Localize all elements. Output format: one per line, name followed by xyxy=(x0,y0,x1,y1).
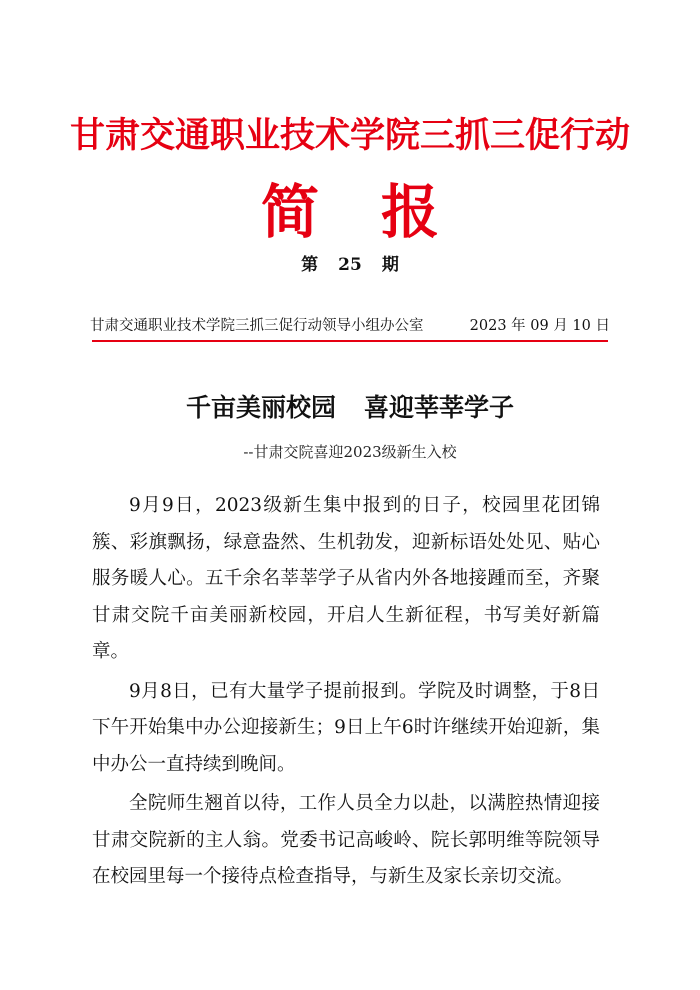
article-title xyxy=(0,388,700,424)
paragraph: 全院师生翘首以待，工作人员全力以赴，以满腔热情迎接甘肃交院新的主人翁。党委书记高峻岭、院长郭明维等院领导在校园里每一个接待点检查指导，与新生及家长亲切交流。 xyxy=(92,793,600,887)
publisher-line xyxy=(90,314,610,335)
article-subtitle: --甘肃交院喜迎2023级新生入校 xyxy=(243,443,457,461)
issue-value: 25 xyxy=(338,255,362,275)
masthead-brief xyxy=(0,165,700,249)
publish-date: 2023 年 09 月 10 日 xyxy=(469,318,610,334)
red-divider xyxy=(92,340,608,342)
issue-number xyxy=(0,250,700,275)
paragraph: 9月9日，2023级新生集中报到的日子，校园里花团锦簇、彩旗飘扬，绿意盎然、生机勃发，迎新标语处处见、贴心服务暖人心。五千余名莘莘学子从省内外各地接踵而至，齐聚甘肃交院千亩美丽新校园，开启人生新征程，书写美好新篇章。 xyxy=(92,495,600,662)
article-title-part2: 喜迎莘莘学子 xyxy=(364,393,515,422)
brief-char-bao: 报 xyxy=(381,178,440,246)
issue-prefix: 第 xyxy=(301,255,319,275)
article-title-part1: 千亩美丽校园 xyxy=(185,393,336,422)
paragraph: 9月8日，已有大量学子提前报到。学院及时调整，于8日下午开始集中办公迎接新生；9日上午6时许继续开始迎新，集中办公一直持续到晚间。 xyxy=(92,680,600,775)
masthead-title: 甘肃交通职业技术学院三抓三促行动 xyxy=(69,115,630,156)
article-body xyxy=(92,488,600,899)
brief-char-jian: 简 xyxy=(260,178,319,246)
issue-suffix: 期 xyxy=(381,255,399,275)
publisher-office: 甘肃交通职业技术学院三抓三促行动领导小组办公室 xyxy=(90,318,424,334)
